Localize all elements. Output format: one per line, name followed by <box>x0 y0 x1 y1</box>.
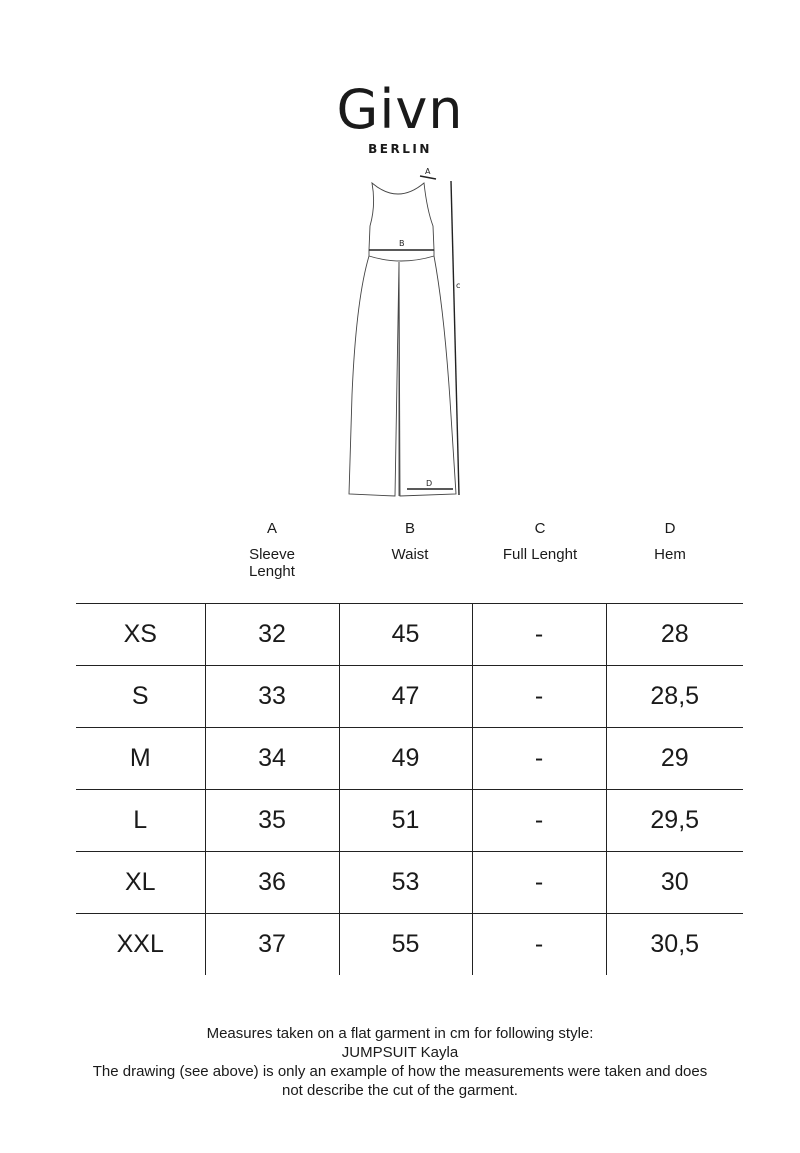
notes-line: not describe the cut of the garment. <box>282 1082 518 1099</box>
waist-cell: 45 <box>339 604 472 666</box>
waist-cell: 49 <box>339 728 472 790</box>
sleeve-cell: 32 <box>205 604 339 666</box>
column-label: Hem <box>654 546 686 563</box>
full-length-cell: - <box>472 728 606 790</box>
measure-c-line <box>451 181 459 495</box>
hem-cell: 29,5 <box>606 790 743 852</box>
trousers-outline <box>349 256 456 496</box>
full-length-cell: - <box>472 666 606 728</box>
sleeve-cell: 36 <box>205 852 339 914</box>
notes-line: The drawing (see above) is only an example of how the measurements were taken and does <box>92 1063 708 1080</box>
full-length-cell: - <box>472 790 606 852</box>
brand-city: BERLIN <box>368 142 432 156</box>
table-row <box>76 666 743 728</box>
size-cell: XL <box>124 868 156 896</box>
measure-a-label: A <box>425 167 431 176</box>
table-row <box>76 852 743 914</box>
column-header-d <box>620 520 720 563</box>
hem-cell: 30,5 <box>606 914 743 976</box>
full-length-cell: - <box>472 914 606 976</box>
sleeve-cell: 35 <box>205 790 339 852</box>
full-length-cell: - <box>472 604 606 666</box>
measure-b-label: B <box>399 239 405 248</box>
size-cell: M <box>129 744 151 772</box>
measure-a-line <box>420 176 436 179</box>
hem-cell: 28 <box>606 604 743 666</box>
column-label: Sleeve Lenght <box>249 546 295 580</box>
column-letter: B <box>404 520 415 537</box>
sleeve-cell: 34 <box>205 728 339 790</box>
full-length-cell: - <box>472 852 606 914</box>
jumpsuit-drawing <box>330 160 480 505</box>
table-row <box>76 604 743 666</box>
waist-cell: 55 <box>339 914 472 976</box>
column-header-c <box>480 520 600 563</box>
table-row <box>76 914 743 976</box>
waist-cell: 53 <box>339 852 472 914</box>
column-letter: D <box>664 520 676 537</box>
table-row <box>76 728 743 790</box>
notes-line: Measures taken on a flat garment in cm for following style: <box>206 1025 594 1042</box>
hem-cell: 29 <box>606 728 743 790</box>
waist-cell: 51 <box>339 790 472 852</box>
sleeve-cell: 33 <box>205 666 339 728</box>
column-header-a <box>230 520 314 580</box>
waist-band <box>369 250 434 261</box>
measure-c-label: c <box>456 281 461 290</box>
column-letter: C <box>534 520 546 537</box>
size-chart-table <box>76 603 743 975</box>
size-cell: L <box>133 806 148 834</box>
table-row <box>76 790 743 852</box>
column-header-b <box>360 520 460 563</box>
hem-cell: 30 <box>606 852 743 914</box>
style-name: JUMPSUIT Kayla <box>341 1044 459 1061</box>
column-label: Waist <box>391 546 429 563</box>
waist-cell: 47 <box>339 666 472 728</box>
column-label: Full Lenght <box>502 546 578 563</box>
measure-d-label: D <box>426 479 433 488</box>
size-cell: XS <box>123 620 157 648</box>
column-letter: A <box>266 520 277 537</box>
hem-cell: 28,5 <box>606 666 743 728</box>
size-cell: S <box>131 682 149 710</box>
brand-logo: Givn <box>336 78 464 141</box>
size-cell: XXL <box>116 930 164 958</box>
measurement-notes <box>20 1024 780 1100</box>
sleeve-cell: 37 <box>205 914 339 976</box>
